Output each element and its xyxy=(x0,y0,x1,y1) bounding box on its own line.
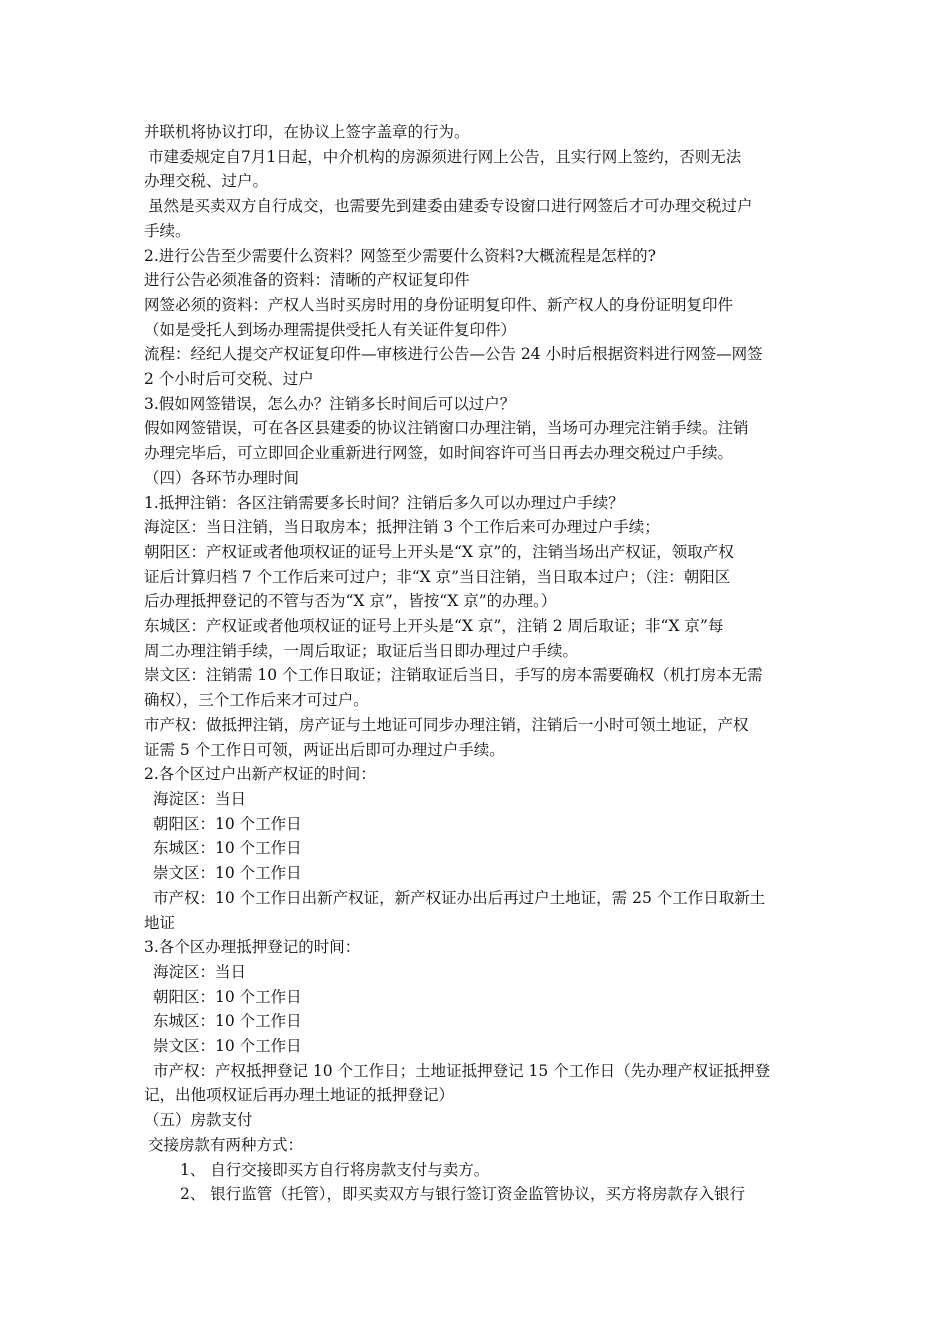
text-line: 2 个小时后可交税、过户 xyxy=(144,370,314,389)
text-line: 流程：经纪人提交产权证复印件—审核进行公告—公告 24 小时后根据资料进行网签—网签 xyxy=(144,345,763,364)
text-line: 进行公告必须准备的资料：清晰的产权证复印件 xyxy=(144,271,470,290)
numbered-item: 2、 银行监管（托管），即买卖双方与银行签订资金监管协议，买方将房款存入银行 xyxy=(180,1185,746,1204)
text-line: 市建委规定自7月1日起，中介机构的房源须进行网上公告，且实行网上签约，否则无法 xyxy=(148,147,742,166)
text-line: 假如网签错误，可在各区县建委的协议注销窗口办理注销，当场可办理完注销手续。注销 xyxy=(144,419,749,438)
question-heading: 2.进行公告至少需要什么资料？网签至少需要什么资料?大概流程是怎样的? xyxy=(144,246,656,265)
text-line: 记，出他项权证后再办理土地证的抵押登记） xyxy=(144,1086,455,1105)
question-heading: 3.各个区办理抵押登记的时间： xyxy=(144,938,361,957)
list-item: 海淀区：当日 xyxy=(153,962,247,981)
list-item: 朝阳区：10 个工作日 xyxy=(153,987,302,1006)
text-line: （如是受托人到场办理需提供受托人有关证件复印件） xyxy=(144,320,517,339)
question-heading: 2.各个区过户出新产权证的时间： xyxy=(144,765,376,784)
numbered-item: 1、 自行交接即买方自行将房款支付与卖方。 xyxy=(180,1160,490,1179)
text-line: 交接房款有两种方式： xyxy=(148,1135,304,1154)
list-item: 市产权：10 个工作日出新产权证，新产权证办出后再过户土地证，需 25 个工作日取新土 xyxy=(153,888,766,907)
text-line: 海淀区：当日注销，当日取房本；抵押注销 3 个工作后来可办理过户手续； xyxy=(144,518,660,537)
text-line: 办理完毕后，可立即回企业重新进行网签，如时间容许可当日再去办理交税过户手续。 xyxy=(144,444,734,463)
document-body xyxy=(144,120,808,1207)
question-heading: 1.抵押注销：各区注销需要多长时间？注销后多久可以办理过户手续？ xyxy=(144,493,624,512)
text-line: 周二办理注销手续，一周后取证；取证后当日即办理过户手续。 xyxy=(144,641,579,660)
text-line: 地证 xyxy=(144,913,176,932)
text-line: 办理交税、过户。 xyxy=(144,172,269,191)
section-heading: （五）房款支付 xyxy=(144,1111,253,1130)
text-line: 证需 5 个工作日可领，两证出后即可办理过户手续。 xyxy=(144,740,505,759)
text-line: 市产权：做抵押注销，房产证与土地证可同步办理注销，注销后一小时可领土地证，产权 xyxy=(144,715,749,734)
text-line: 后办理抵押登记的不管与否为“X 京”，皆按“X 京”的办理。） xyxy=(144,592,557,611)
text-line: 朝阳区：产权证或者他项权证的证号上开头是“X 京”的，注销当场出产权证，领取产权 xyxy=(144,542,734,561)
text-line: 网签必须的资料：产权人当时买房时用的身份证明复印件、新产权人的身份证明复印件 xyxy=(144,295,734,314)
list-item: 东城区：10 个工作日 xyxy=(153,839,302,858)
text-line: 确权），三个工作后来才可过户。 xyxy=(144,691,369,710)
text-line: 手续。 xyxy=(144,221,191,240)
list-item: 崇文区：10 个工作日 xyxy=(153,864,302,883)
text-line: 东城区：产权证或者他项权证的证号上开头是“X 京”，注销 2 周后取证；非“X 京”每 xyxy=(144,617,724,636)
text-line: 并联机将协议打印，在协议上签字盖章的行为。 xyxy=(144,123,470,141)
list-item: 市产权：产权抵押登记 10 个工作日；土地证抵押登记 15 个工作日（先办理产权证抵押登 xyxy=(153,1061,771,1080)
list-item: 海淀区：当日 xyxy=(153,789,247,808)
text-line: 证后计算归档 7 个工作后来可过户；非“X 京”当日注销，当日取本过户；（注：朝阳区 xyxy=(144,567,731,586)
text-line: 崇文区：注销需 10 个工作日取证；注销取证后当日，手写的房本需要确权（机打房本无需 xyxy=(144,666,763,685)
list-item: 东城区：10 个工作日 xyxy=(153,1012,302,1031)
list-item: 朝阳区：10 个工作日 xyxy=(153,814,302,833)
section-heading: （四）各环节办理时间 xyxy=(144,468,300,487)
question-heading: 3.假如网签错误，怎么办？注销多长时间后可以过户？ xyxy=(144,394,516,413)
text-line: 虽然是买卖双方自行成交，也需要先到建委由建委专设窗口进行网签后才可办理交税过户 xyxy=(148,197,753,216)
list-item: 崇文区：10 个工作日 xyxy=(153,1037,302,1056)
